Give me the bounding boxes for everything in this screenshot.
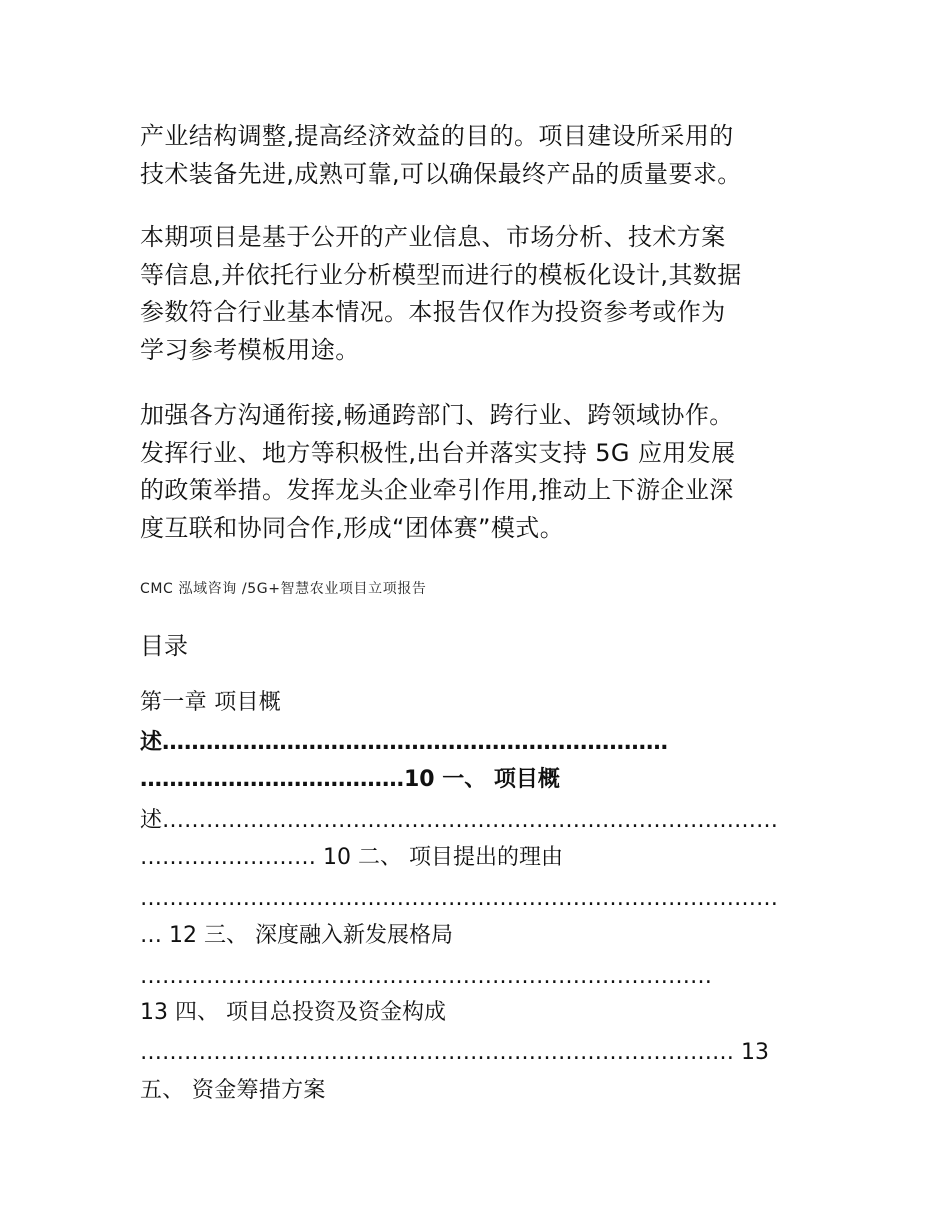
paragraph-line: 的政策举措。发挥龙头企业牵引作用,推动上下游企业深	[140, 476, 734, 504]
paragraph-3	[140, 397, 820, 547]
toc-entry[interactable]: 第一章 项目概	[140, 690, 282, 715]
toc-entry[interactable]: 述……………………………………………………………	[140, 730, 669, 755]
toc-entry[interactable]: 13 四、 项目总投资及资金构成	[140, 1000, 446, 1025]
toc-entry[interactable]: ……………………………………………………………………… 13	[140, 1040, 769, 1065]
paragraph-line: 参数符合行业基本情况。本报告仅作为投资参考或作为	[140, 298, 726, 326]
toc-entry[interactable]: ……………………………………………………………………	[140, 964, 712, 989]
paragraph-line: 等信息,并依托行业分析模型而进行的模板化设计,其数据	[140, 260, 742, 289]
paragraph-2	[140, 219, 820, 369]
paragraph-line: 技术装备先进,成熟可靠,可以确保最终产品的质量要求。	[140, 159, 742, 188]
toc-entry[interactable]: …………………… 10 二、 项目提出的理由	[140, 845, 563, 870]
paragraph-line: 加强各方沟通衔接,畅通跨部门、跨行业、跨领域协作。	[140, 401, 734, 429]
paragraph-line: 发挥行业、地方等积极性,出台并落实支持 5G 应用发展	[140, 438, 736, 467]
toc-entry[interactable]: ………………………………10 一、 项目概	[140, 767, 560, 792]
toc-entry[interactable]: ……………………………………………………………………………	[140, 886, 778, 911]
paragraph-line: 度互联和协同合作,形成“团体赛”模式。	[140, 513, 565, 542]
toc-entry[interactable]: 述…………………………………………………………………………	[140, 808, 779, 833]
toc-entry[interactable]: … 12 三、 深度融入新发展格局	[140, 923, 453, 948]
paragraph-1	[140, 118, 820, 193]
document-header: CMC 泓域咨询 /5G+智慧农业项目立项报告	[140, 581, 427, 597]
toc-entry[interactable]: 五、 资金筹措方案	[140, 1078, 326, 1103]
toc-title: 目录	[140, 632, 188, 660]
paragraph-line: 本期项目是基于公开的产业信息、市场分析、技术方案	[140, 223, 726, 251]
paragraph-line: 学习参考模板用途。	[140, 335, 360, 364]
paragraph-line: 产业结构调整,提高经济效益的目的。项目建设所采用的	[140, 122, 734, 150]
